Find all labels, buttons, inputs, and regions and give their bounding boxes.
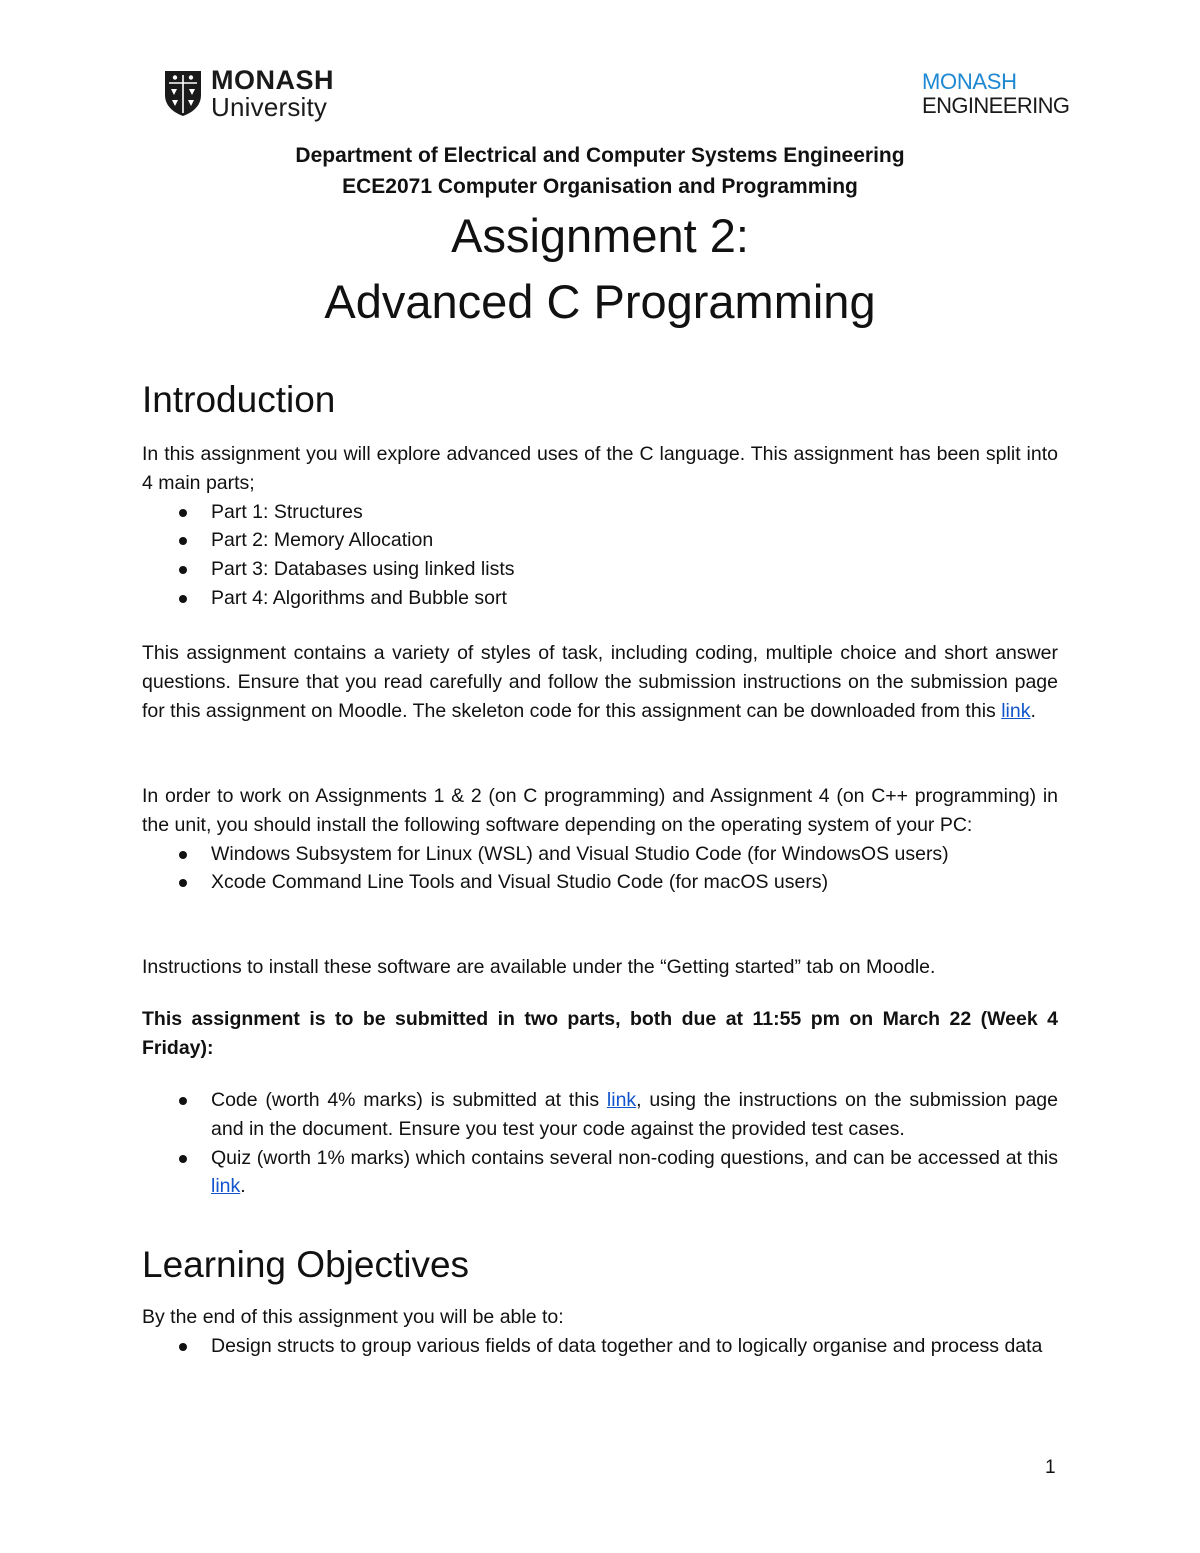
university-wordmark-line2: University: [211, 92, 328, 122]
list-item: Part 3: Databases using linked lists: [142, 555, 1058, 584]
bullet-icon: [179, 1155, 187, 1163]
objectives-list: [142, 1332, 1058, 1361]
bullet-icon: [179, 851, 187, 859]
introduction-heading: Introduction: [142, 379, 336, 420]
page-number: 1: [1045, 1457, 1056, 1478]
assignment-subtitle: Advanced C Programming: [324, 275, 876, 328]
bullet-icon: [179, 879, 187, 887]
introduction-section: [142, 440, 1058, 613]
list-item: Part 2: Memory Allocation: [142, 526, 1058, 555]
install-paragraph: Instructions to install these software are available under the “Getting started” tab on Moodle.: [142, 956, 936, 978]
course-name: ECE2071 Computer Organisation and Programming: [342, 175, 858, 198]
bullet-icon: [179, 509, 187, 517]
assignment-title: Assignment 2:: [451, 209, 749, 262]
monash-engineering-logo: [922, 69, 1070, 118]
software-list: [142, 840, 1058, 898]
due-date-paragraph: This assignment is to be submitted in two parts, both due at 11:55 pm on March 22 (Week 4 Friday):: [142, 1008, 1058, 1059]
learning-objectives-section: [142, 1303, 1058, 1361]
intro-paragraph: In this assignment you will explore advanced uses of the C language. This assignment has been split into 4 main parts;: [142, 443, 1058, 494]
skeleton-code-link[interactable]: link: [1001, 699, 1031, 722]
crest-icon: [163, 69, 203, 117]
bullet-icon: [179, 566, 187, 574]
learning-objectives-heading: Learning Objectives: [142, 1244, 470, 1285]
faculty-wordmark-line1: MONASH: [922, 69, 1017, 94]
bullet-icon: [179, 1097, 187, 1105]
software-section: [142, 782, 1058, 897]
submission-section: [142, 1086, 1058, 1201]
faculty-wordmark-line2: ENGINEERING: [922, 93, 1070, 118]
bullet-icon: [179, 1343, 187, 1351]
quiz-link[interactable]: link: [211, 1175, 241, 1198]
parts-list: [142, 498, 1058, 613]
list-item: Part 4: Algorithms and Bubble sort: [142, 584, 1058, 613]
objectives-lead: By the end of this assignment you will be able to:: [142, 1306, 564, 1328]
list-item: Design structs to group various fields of data together and to logically organise and process data: [142, 1332, 1058, 1361]
task-styles-paragraph: This assignment contains a variety of styles of task, including coding, multiple choice and short answer questions. Ensure that you read carefully and follow the submission instructions on the submission page for this assignment on Moodle. The skeleton code for this assignment can be downloaded from this link.: [142, 642, 1058, 722]
list-item: Quiz (worth 1% marks) which contains several non-coding questions, and can be accessed at this link.: [142, 1144, 1058, 1202]
software-paragraph: In order to work on Assignments 1 & 2 (on C programming) and Assignment 4 (on C++ programming) in the unit, you should install the following software depending on the operating system of your PC:: [142, 785, 1058, 836]
list-item: Part 1: Structures: [142, 498, 1058, 527]
university-wordmark-line1: MONASH: [211, 65, 334, 95]
list-item: Code (worth 4% marks) is submitted at this link, using the instructions on the submission page and in the document. Ensure you test your code against the provided test cases.: [142, 1086, 1058, 1144]
monash-university-logo: [163, 67, 353, 123]
code-submission-link[interactable]: link: [606, 1089, 637, 1111]
submission-list: [142, 1086, 1058, 1201]
list-item: Xcode Command Line Tools and Visual Studio Code (for macOS users): [142, 868, 1058, 897]
bullet-icon: [179, 595, 187, 603]
department-name: Department of Electrical and Computer Systems Engineering: [295, 144, 905, 167]
list-item: Windows Subsystem for Linux (WSL) and Visual Studio Code (for WindowsOS users): [142, 840, 1058, 869]
bullet-icon: [179, 537, 187, 545]
